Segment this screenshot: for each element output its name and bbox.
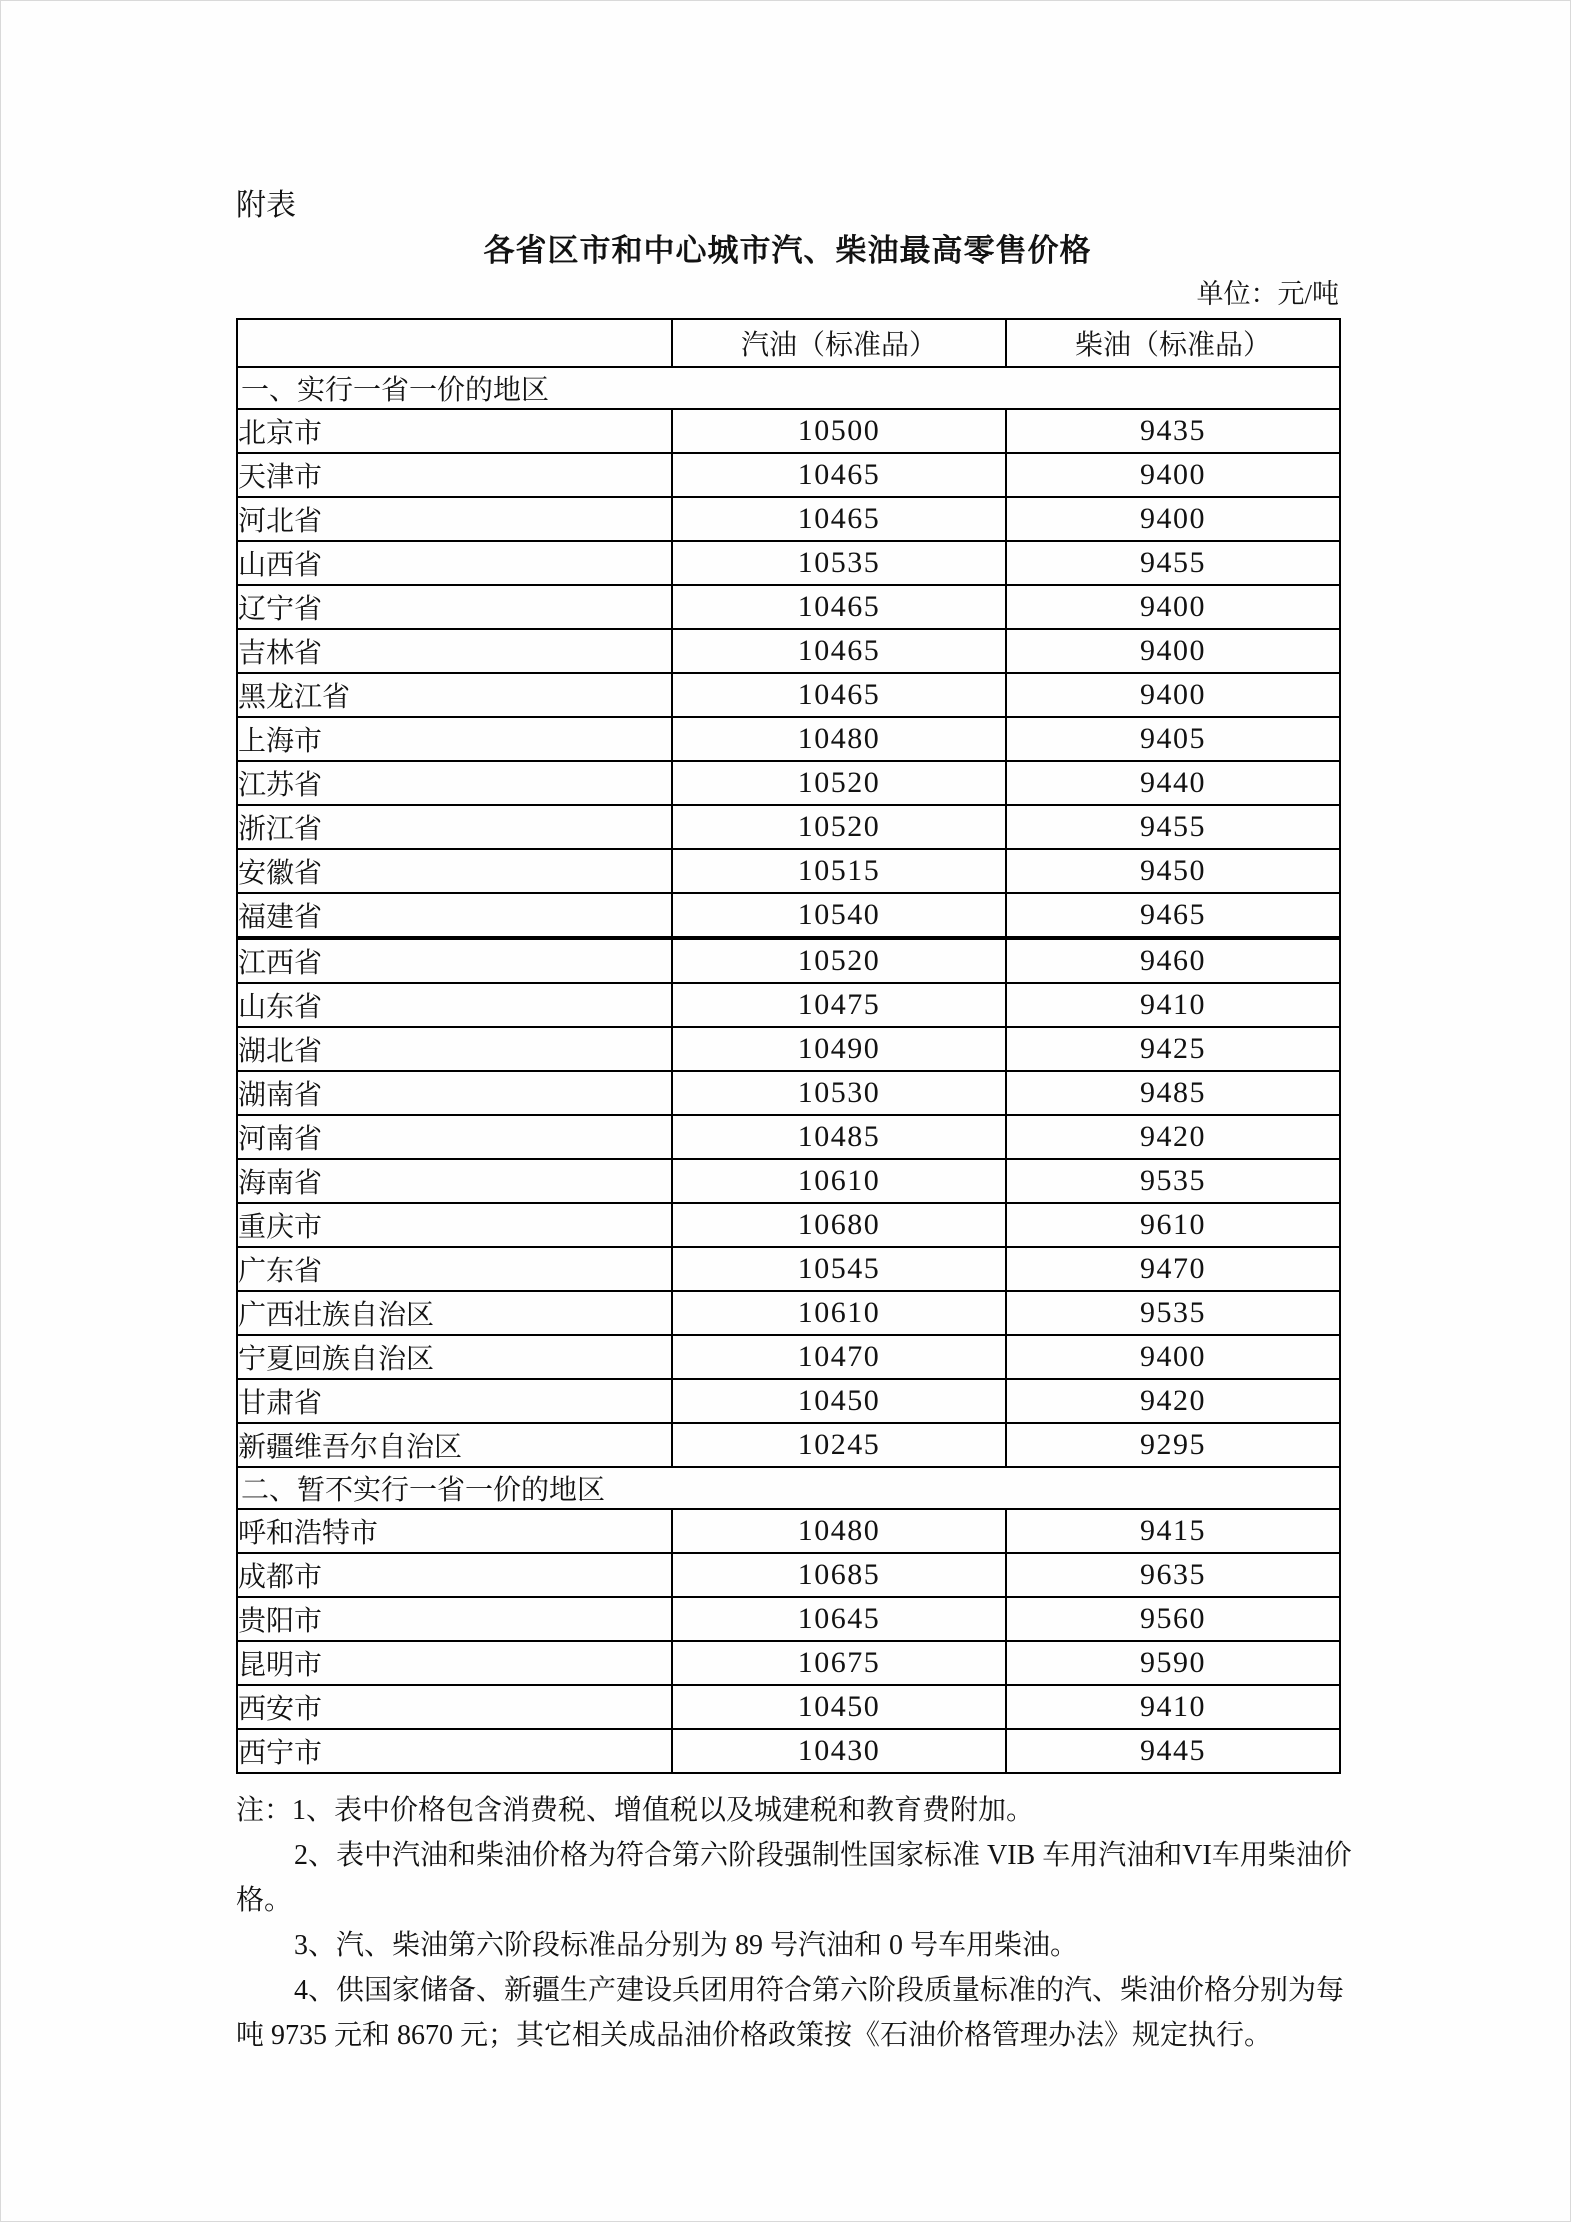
gasoline-price-cell: 10500 — [672, 409, 1006, 453]
table-row — [237, 673, 1340, 717]
diesel-price-cell: 9590 — [1006, 1641, 1340, 1685]
region-cell: 北京市 — [237, 409, 672, 453]
table-row — [237, 893, 1340, 938]
diesel-price-cell: 9295 — [1006, 1423, 1340, 1467]
table-row — [237, 1423, 1340, 1467]
table-row — [237, 1027, 1340, 1071]
diesel-price-cell: 9435 — [1006, 409, 1340, 453]
region-cell: 浙江省 — [237, 805, 672, 849]
region-cell: 江苏省 — [237, 761, 672, 805]
diesel-price-cell: 9410 — [1006, 983, 1340, 1027]
table-row — [237, 1247, 1340, 1291]
table-row — [237, 1379, 1340, 1423]
diesel-price-cell: 9455 — [1006, 541, 1340, 585]
diesel-price-cell: 9485 — [1006, 1071, 1340, 1115]
page-title: 各省区市和中心城市汽、柴油最高零售价格 — [483, 233, 1092, 268]
section-heading-row — [237, 1467, 1340, 1509]
gasoline-price-cell: 10480 — [672, 1509, 1006, 1553]
region-cell: 上海市 — [237, 717, 672, 761]
region-cell: 山西省 — [237, 541, 672, 585]
price-table — [236, 318, 1341, 1774]
notes-block — [236, 1788, 1361, 2058]
note-item: 4、供国家储备、新疆生产建设兵团用符合第六阶段质量标准的汽、柴油价格分别为每吨 9735 元和 8670 元；其它相关成品油价格政策按《石油价格管理办法》规定执行。 — [236, 1975, 1345, 2051]
diesel-price-cell: 9450 — [1006, 849, 1340, 893]
diesel-price-cell: 9455 — [1006, 805, 1340, 849]
gasoline-price-cell: 10535 — [672, 541, 1006, 585]
gasoline-price-cell: 10515 — [672, 849, 1006, 893]
unit-label: 单位：元/吨 — [1196, 279, 1339, 309]
gasoline-price-cell: 10545 — [672, 1247, 1006, 1291]
region-cell: 重庆市 — [237, 1203, 672, 1247]
table-row — [237, 1291, 1340, 1335]
diesel-price-cell: 9465 — [1006, 893, 1340, 938]
header-diesel: 柴油（标准品） — [1006, 319, 1340, 367]
diesel-price-cell: 9460 — [1006, 938, 1340, 983]
gasoline-price-cell: 10465 — [672, 629, 1006, 673]
diesel-price-cell: 9425 — [1006, 1027, 1340, 1071]
region-cell: 新疆维吾尔自治区 — [237, 1423, 672, 1467]
gasoline-price-cell: 10530 — [672, 1071, 1006, 1115]
table-row — [237, 717, 1340, 761]
region-cell: 广东省 — [237, 1247, 672, 1291]
region-cell: 山东省 — [237, 983, 672, 1027]
region-cell: 宁夏回族自治区 — [237, 1335, 672, 1379]
gasoline-price-cell: 10675 — [672, 1641, 1006, 1685]
region-cell: 湖南省 — [237, 1071, 672, 1115]
table-row — [237, 1553, 1340, 1597]
region-cell: 成都市 — [237, 1553, 672, 1597]
table-row — [237, 409, 1340, 453]
region-cell: 昆明市 — [237, 1641, 672, 1685]
gasoline-price-cell: 10450 — [672, 1685, 1006, 1729]
region-cell: 安徽省 — [237, 849, 672, 893]
table-row — [237, 1335, 1340, 1379]
region-cell: 福建省 — [237, 893, 672, 938]
gasoline-price-cell: 10465 — [672, 497, 1006, 541]
gasoline-price-cell: 10490 — [672, 1027, 1006, 1071]
gasoline-price-cell: 10480 — [672, 717, 1006, 761]
diesel-price-cell: 9560 — [1006, 1597, 1340, 1641]
table-row — [237, 805, 1340, 849]
gasoline-price-cell: 10430 — [672, 1729, 1006, 1773]
table-row — [237, 1685, 1340, 1729]
table-row — [237, 1641, 1340, 1685]
gasoline-price-cell: 10645 — [672, 1597, 1006, 1641]
document-content — [236, 184, 1361, 2058]
diesel-price-cell: 9635 — [1006, 1553, 1340, 1597]
table-row — [237, 1729, 1340, 1773]
diesel-price-cell: 9610 — [1006, 1203, 1340, 1247]
table-row — [237, 497, 1340, 541]
note-item: 注：1、表中价格包含消费税、增值税以及城建税和教育费附加。 — [236, 1795, 1035, 1826]
gasoline-price-cell: 10465 — [672, 673, 1006, 717]
gasoline-price-cell: 10475 — [672, 983, 1006, 1027]
section-heading-row — [237, 367, 1340, 409]
diesel-price-cell: 9400 — [1006, 585, 1340, 629]
table-row — [237, 1203, 1340, 1247]
region-cell: 河南省 — [237, 1115, 672, 1159]
region-cell: 河北省 — [237, 497, 672, 541]
gasoline-price-cell: 10520 — [672, 805, 1006, 849]
note-item: 3、汽、柴油第六阶段标准品分别为 89 号汽油和 0 号车用柴油。 — [294, 1930, 1079, 1961]
table-row — [237, 629, 1340, 673]
diesel-price-cell: 9410 — [1006, 1685, 1340, 1729]
table-row — [237, 1597, 1340, 1641]
gasoline-price-cell: 10450 — [672, 1379, 1006, 1423]
diesel-price-cell: 9535 — [1006, 1291, 1340, 1335]
diesel-price-cell: 9415 — [1006, 1509, 1340, 1553]
table-row — [237, 849, 1340, 893]
header-gasoline: 汽油（标准品） — [672, 319, 1006, 367]
table-row — [237, 541, 1340, 585]
table-row — [237, 1159, 1340, 1203]
diesel-price-cell: 9445 — [1006, 1729, 1340, 1773]
region-cell: 贵阳市 — [237, 1597, 672, 1641]
gasoline-price-cell: 10680 — [672, 1203, 1006, 1247]
gasoline-price-cell: 10520 — [672, 938, 1006, 983]
table-row — [237, 1509, 1340, 1553]
table-row — [237, 453, 1340, 497]
region-cell: 广西壮族自治区 — [237, 1291, 672, 1335]
gasoline-price-cell: 10465 — [672, 453, 1006, 497]
diesel-price-cell: 9440 — [1006, 761, 1340, 805]
region-cell: 西安市 — [237, 1685, 672, 1729]
diesel-price-cell: 9400 — [1006, 453, 1340, 497]
gasoline-price-cell: 10610 — [672, 1159, 1006, 1203]
gasoline-price-cell: 10485 — [672, 1115, 1006, 1159]
region-cell: 湖北省 — [237, 1027, 672, 1071]
table-row — [237, 1071, 1340, 1115]
gasoline-price-cell: 10610 — [672, 1291, 1006, 1335]
table-row — [237, 585, 1340, 629]
diesel-price-cell: 9405 — [1006, 717, 1340, 761]
gasoline-price-cell: 10245 — [672, 1423, 1006, 1467]
table-row — [237, 983, 1340, 1027]
section-heading: 一、实行一省一价的地区 — [237, 367, 1340, 409]
table-row — [237, 938, 1340, 983]
gasoline-price-cell: 10520 — [672, 761, 1006, 805]
diesel-price-cell: 9420 — [1006, 1115, 1340, 1159]
attachment-label: 附表 — [236, 189, 296, 222]
region-cell: 西宁市 — [237, 1729, 672, 1773]
gasoline-price-cell: 10685 — [672, 1553, 1006, 1597]
diesel-price-cell: 9400 — [1006, 1335, 1340, 1379]
gasoline-price-cell: 10465 — [672, 585, 1006, 629]
region-cell: 海南省 — [237, 1159, 672, 1203]
region-cell: 吉林省 — [237, 629, 672, 673]
table-row — [237, 1115, 1340, 1159]
table-row — [237, 761, 1340, 805]
diesel-price-cell: 9535 — [1006, 1159, 1340, 1203]
gasoline-price-cell: 10540 — [672, 893, 1006, 938]
table-header-row — [237, 319, 1340, 367]
header-region — [237, 319, 672, 367]
region-cell: 天津市 — [237, 453, 672, 497]
diesel-price-cell: 9400 — [1006, 673, 1340, 717]
diesel-price-cell: 9420 — [1006, 1379, 1340, 1423]
region-cell: 辽宁省 — [237, 585, 672, 629]
section-heading: 二、暂不实行一省一价的地区 — [237, 1467, 1340, 1509]
gasoline-price-cell: 10470 — [672, 1335, 1006, 1379]
diesel-price-cell: 9400 — [1006, 629, 1340, 673]
region-cell: 甘肃省 — [237, 1379, 672, 1423]
region-cell: 黑龙江省 — [237, 673, 672, 717]
note-item: 2、表中汽油和柴油价格为符合第六阶段强制性国家标准 VIB 车用汽油和VI车用柴油价格。 — [236, 1840, 1352, 1916]
region-cell: 江西省 — [237, 938, 672, 983]
diesel-price-cell: 9470 — [1006, 1247, 1340, 1291]
region-cell: 呼和浩特市 — [237, 1509, 672, 1553]
diesel-price-cell: 9400 — [1006, 497, 1340, 541]
